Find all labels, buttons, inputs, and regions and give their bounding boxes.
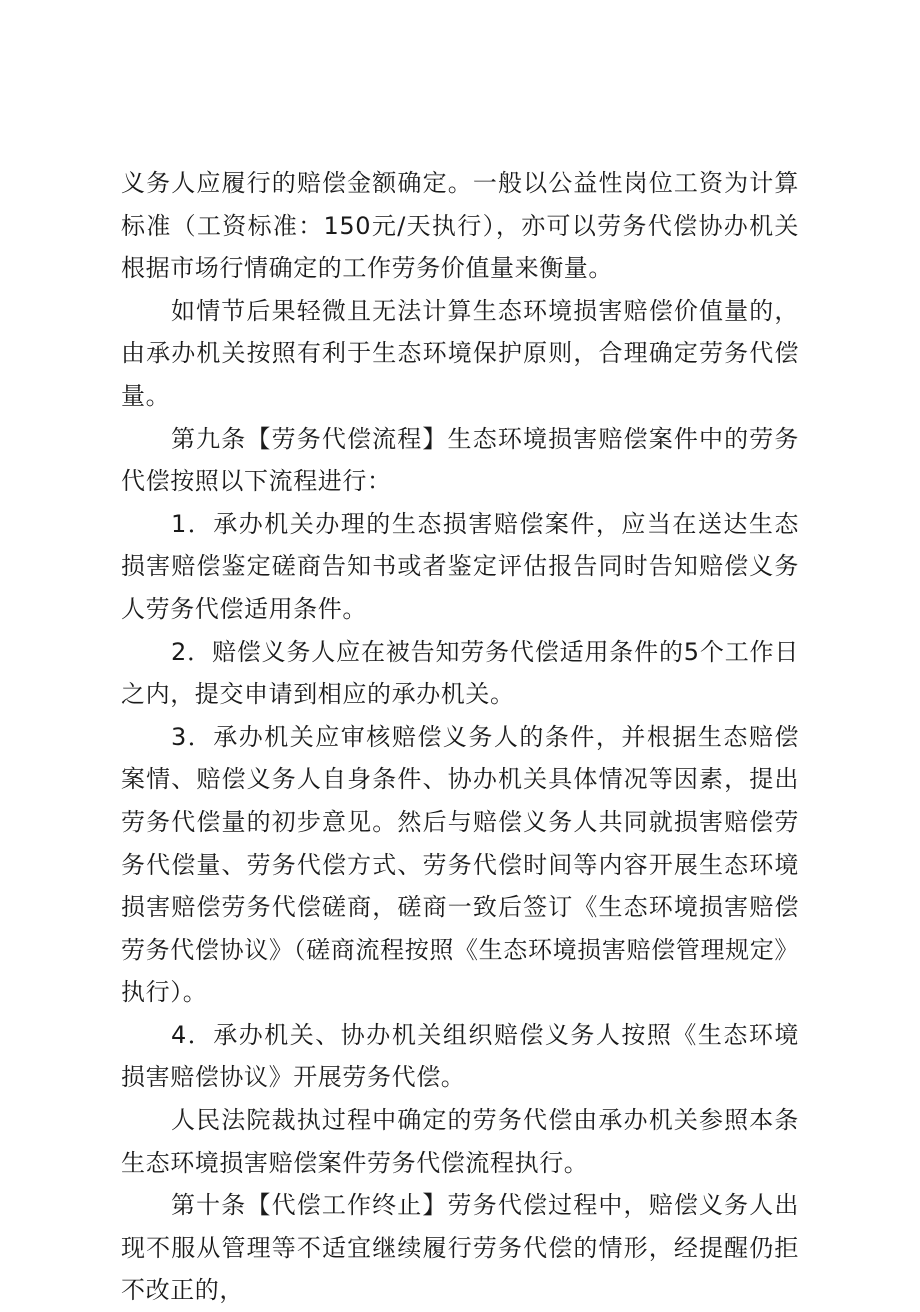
paragraph-article-10-heading: 第十条【代偿工作终止】劳务代偿过程中，赔偿义务人出现不服从管理等不适宜继续履行劳务代偿的情形，经提醒仍拒不改正的，: [121, 1191, 799, 1305]
paragraph-article-9-heading: 第九条【劳务代偿流程】生态环境损害赔偿案件中的劳务代偿按照以下流程进行：: [121, 424, 799, 496]
document-body: [121, 162, 799, 1312]
paragraph-minor-circumstances: 如情节后果轻微且无法计算生态环境损害赔偿价值量的，由承办机关按照有利于生态环境保护原则，合理确定劳务代偿量。: [121, 296, 799, 410]
paragraph-step-1: 1．承办机关办理的生态损害赔偿案件，应当在送达生态损害赔偿鉴定磋商告知书或者鉴定评估报告同时告知赔偿义务人劳务代偿适用条件。: [121, 509, 799, 623]
paragraph-step-3: 3．承办机关应审核赔偿义务人的条件，并根据生态赔偿案情、赔偿义务人自身条件、协办机关具体情况等因素，提出劳务代偿量的初步意见。然后与赔偿义务人共同就损害赔偿劳务代偿量、劳务代偿方式、劳务代偿时间等内容开展生态环境损害赔偿劳务代偿磋商，磋商一致后签订《生态环境损害赔偿劳务代偿协议》（磋商流程按照《生态环境损害赔偿管理规定》执行）。: [121, 722, 799, 1007]
paragraph-step-4: 4．承办机关、协办机关组织赔偿义务人按照《生态环境损害赔偿协议》开展劳务代偿。: [121, 1020, 799, 1092]
paragraph-compensation-amount: 义务人应履行的赔偿金额确定。一般以公益性岗位工资为计算标准（工资标准：150元/天执行），亦可以劳务代偿协办机关根据市场行情确定的工作劳务价值量来衡量。: [121, 169, 799, 283]
paragraph-step-2: 2．赔偿义务人应在被告知劳务代偿适用条件的5个工作日之内，提交申请到相应的承办机关。: [121, 637, 799, 709]
paragraph-court-enforcement: 人民法院裁执过程中确定的劳务代偿由承办机关参照本条生态环境损害赔偿案件劳务代偿流程执行。: [121, 1106, 799, 1177]
